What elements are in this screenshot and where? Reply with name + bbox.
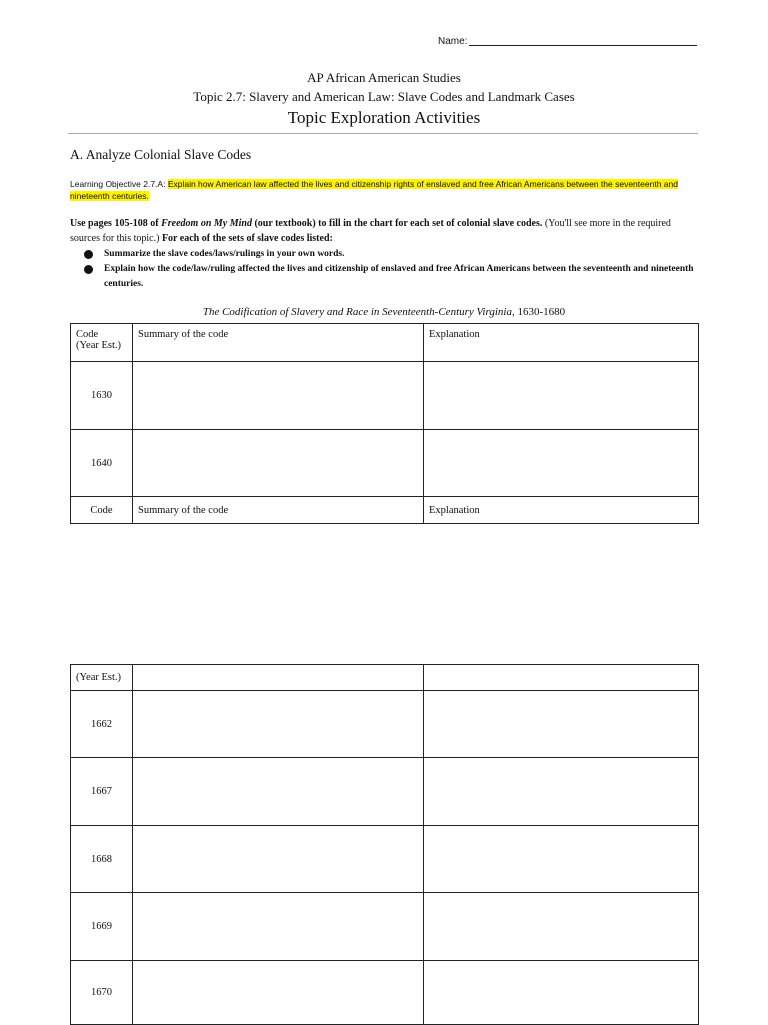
bullet-dot-icon bbox=[84, 250, 93, 259]
explanation-cell[interactable] bbox=[424, 961, 699, 1025]
table-caption bbox=[0, 306, 768, 318]
summary-cell[interactable] bbox=[133, 893, 424, 961]
footer-summary: Summary of the code bbox=[133, 497, 424, 524]
footer-code: Code bbox=[71, 497, 133, 524]
table-row bbox=[71, 691, 699, 758]
header-code: Code (Year Est.) bbox=[71, 324, 133, 362]
slave-codes-table-2 bbox=[70, 664, 699, 1025]
name-label: Name: bbox=[438, 36, 468, 47]
summary-cell[interactable] bbox=[133, 961, 424, 1025]
summary-cell[interactable] bbox=[133, 691, 424, 758]
year-cell: 1670 bbox=[71, 961, 133, 1025]
inst-part-4: For each of the sets of slave codes listed: bbox=[159, 233, 333, 244]
name-blank-line[interactable] bbox=[469, 45, 697, 46]
lo-highlighted-text: Explain how American law affected the lives and citizenship rights of enslaved and free African Americans between the seventeenth and nineteenth centuries. bbox=[70, 179, 678, 201]
table-row bbox=[71, 758, 699, 826]
summary-cell[interactable] bbox=[133, 430, 424, 497]
table-row bbox=[71, 893, 699, 961]
course-title: AP African American Studies bbox=[307, 70, 461, 85]
bullet-item: Summarize the slave codes/laws/rulings in your own words. bbox=[84, 247, 696, 262]
lo-prefix: Learning Objective 2.7.A: bbox=[70, 179, 168, 189]
year-cell: 1668 bbox=[71, 826, 133, 893]
explanation-cell[interactable] bbox=[424, 893, 699, 961]
header-empty bbox=[424, 665, 699, 691]
header-explanation: Explanation bbox=[424, 324, 699, 362]
explanation-cell[interactable] bbox=[424, 826, 699, 893]
header-year: (Year Est.) bbox=[71, 665, 133, 691]
slave-codes-table-1 bbox=[70, 323, 699, 524]
explanation-cell[interactable] bbox=[424, 758, 699, 826]
section-title: A. Analyze Colonial Slave Codes bbox=[70, 147, 252, 162]
table-row bbox=[71, 362, 699, 430]
table-row bbox=[71, 430, 699, 497]
explanation-cell[interactable] bbox=[424, 430, 699, 497]
table-header-row bbox=[71, 665, 699, 691]
explanation-cell[interactable] bbox=[424, 691, 699, 758]
inst-part-3: (You'll see more in the required sources for this topic.) bbox=[70, 218, 671, 244]
summary-cell[interactable] bbox=[133, 362, 424, 430]
name-field[interactable] bbox=[438, 36, 697, 47]
summary-cell[interactable] bbox=[133, 758, 424, 826]
topic-title: Topic 2.7: Slavery and American Law: Slave Codes and Landmark Cases bbox=[193, 89, 575, 104]
header-empty bbox=[133, 665, 424, 691]
caption-italic: The Codification of Slavery and Race in Seventeenth-Century Virginia, bbox=[202, 306, 515, 318]
year-cell: 1667 bbox=[71, 758, 133, 826]
instructions bbox=[70, 216, 700, 246]
inst-part-2: (our textbook) to fill in the chart for each set of colonial slave codes. bbox=[251, 218, 543, 229]
instruction-bullets bbox=[84, 247, 696, 292]
table-header-row bbox=[71, 324, 699, 362]
bullet-item: Explain how the code/law/ruling affected the lives and citizenship of enslaved and free African Americans between the seventeenth and nineteenth centuries. bbox=[84, 262, 696, 292]
textbook-title: Freedom on My Mind bbox=[161, 218, 252, 229]
learning-objective bbox=[70, 178, 700, 202]
table-footer-row bbox=[71, 497, 699, 524]
year-cell: 1669 bbox=[71, 893, 133, 961]
year-cell: 1662 bbox=[71, 691, 133, 758]
table-row bbox=[71, 826, 699, 893]
page-heading: Topic Exploration Activities bbox=[287, 108, 481, 127]
caption-years: 1630-1680 bbox=[514, 306, 566, 318]
year-cell: 1640 bbox=[71, 430, 133, 497]
bullet-dot-icon bbox=[84, 265, 93, 274]
footer-explanation: Explanation bbox=[424, 497, 699, 524]
explanation-cell[interactable] bbox=[424, 362, 699, 430]
header-summary: Summary of the code bbox=[133, 324, 424, 362]
year-cell: 1630 bbox=[71, 362, 133, 430]
inst-part-1: Use pages 105-108 of bbox=[70, 218, 162, 229]
summary-cell[interactable] bbox=[133, 826, 424, 893]
heading-divider bbox=[68, 133, 698, 134]
table-row bbox=[71, 961, 699, 1025]
